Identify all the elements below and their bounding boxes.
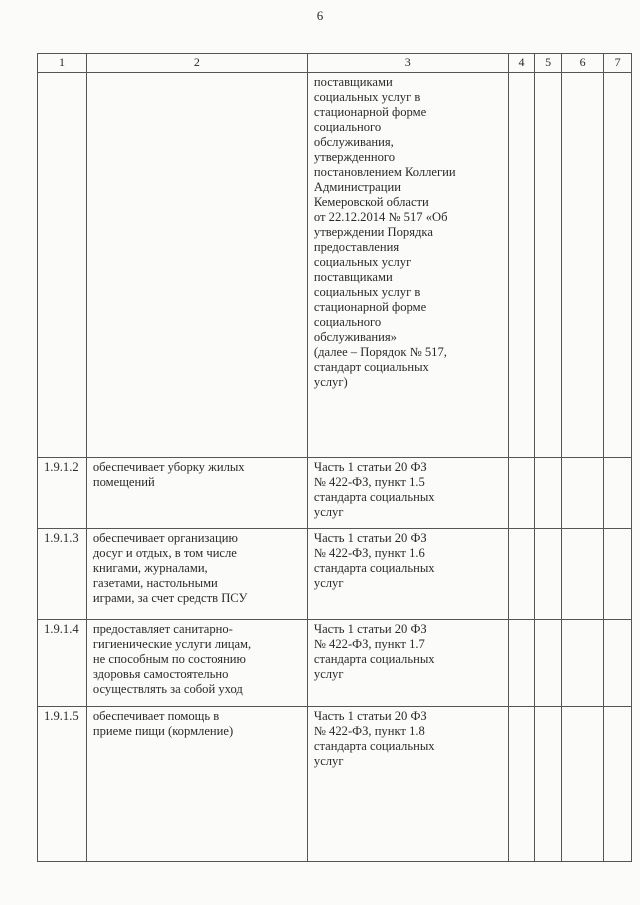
row-description: обеспечивает помощь в приеме пищи (кормление) (86, 707, 307, 862)
cell-empty (535, 529, 562, 620)
cell-empty (535, 707, 562, 862)
column-header-7: 7 (604, 54, 632, 73)
cell-empty (535, 73, 562, 458)
row-number: 1.9.1.4 (38, 620, 87, 707)
column-header-5: 5 (535, 54, 562, 73)
table-row (38, 458, 632, 529)
cell-empty (561, 73, 604, 458)
cell-empty (508, 707, 535, 862)
cell-empty (604, 529, 632, 620)
row-description: предоставляет санитарно- гигиенические услуги лицам, не способным по состоянию здоровья самостоятельно осуществлять за собой уход (86, 620, 307, 707)
table-header-row (38, 54, 632, 73)
requirements-table (37, 53, 632, 862)
cell-empty (604, 620, 632, 707)
page-number: 6 (316, 8, 324, 23)
cell-empty (535, 458, 562, 529)
cell-empty (561, 707, 604, 862)
row-reference: Часть 1 статьи 20 ФЗ № 422-ФЗ, пункт 1.7 стандарта социальных услуг (307, 620, 508, 707)
row-number: 1.9.1.3 (38, 529, 87, 620)
cell-empty (604, 73, 632, 458)
row-reference: Часть 1 статьи 20 ФЗ № 422-ФЗ, пункт 1.8 стандарта социальных услуг (307, 707, 508, 862)
cell-empty (561, 529, 604, 620)
continuation-text: поставщиками социальных услуг в стационарной форме социального обслуживания, утвержденного постановлением Коллегии Администрации Кемеровской области от 22.12.2014 № 517 «Об утверждении Порядка предоставления социальных услуг поставщиками социальных услуг в стационарной форме социального обслуживания» (далее – Порядок № 517, стандарт социальных услуг) (307, 73, 508, 458)
row-number: 1.9.1.5 (38, 707, 87, 862)
cell-empty (508, 458, 535, 529)
row-description: обеспечивает организацию досуг и отдых, в том числе книгами, журналами, газетами, настольными играми, за счет средств ПСУ (86, 529, 307, 620)
table-row (38, 529, 632, 620)
cell-empty (86, 73, 307, 458)
cell-empty (604, 707, 632, 862)
cell-empty (508, 620, 535, 707)
table-row (38, 620, 632, 707)
row-number: 1.9.1.2 (38, 458, 87, 529)
row-reference: Часть 1 статьи 20 ФЗ № 422-ФЗ, пункт 1.6 стандарта социальных услуг (307, 529, 508, 620)
cell-empty (604, 458, 632, 529)
cell-empty (508, 73, 535, 458)
row-reference: Часть 1 статьи 20 ФЗ № 422-ФЗ, пункт 1.5 стандарта социальных услуг (307, 458, 508, 529)
column-header-6: 6 (561, 54, 604, 73)
column-header-2: 2 (86, 54, 307, 73)
cell-empty (561, 458, 604, 529)
cell-empty (561, 620, 604, 707)
cell-empty (38, 73, 87, 458)
cell-empty (535, 620, 562, 707)
table-row-continuation (38, 73, 632, 458)
table-row (38, 707, 632, 862)
cell-empty (508, 529, 535, 620)
column-header-1: 1 (38, 54, 87, 73)
column-header-4: 4 (508, 54, 535, 73)
row-description: обеспечивает уборку жилых помещений (86, 458, 307, 529)
column-header-3: 3 (307, 54, 508, 73)
